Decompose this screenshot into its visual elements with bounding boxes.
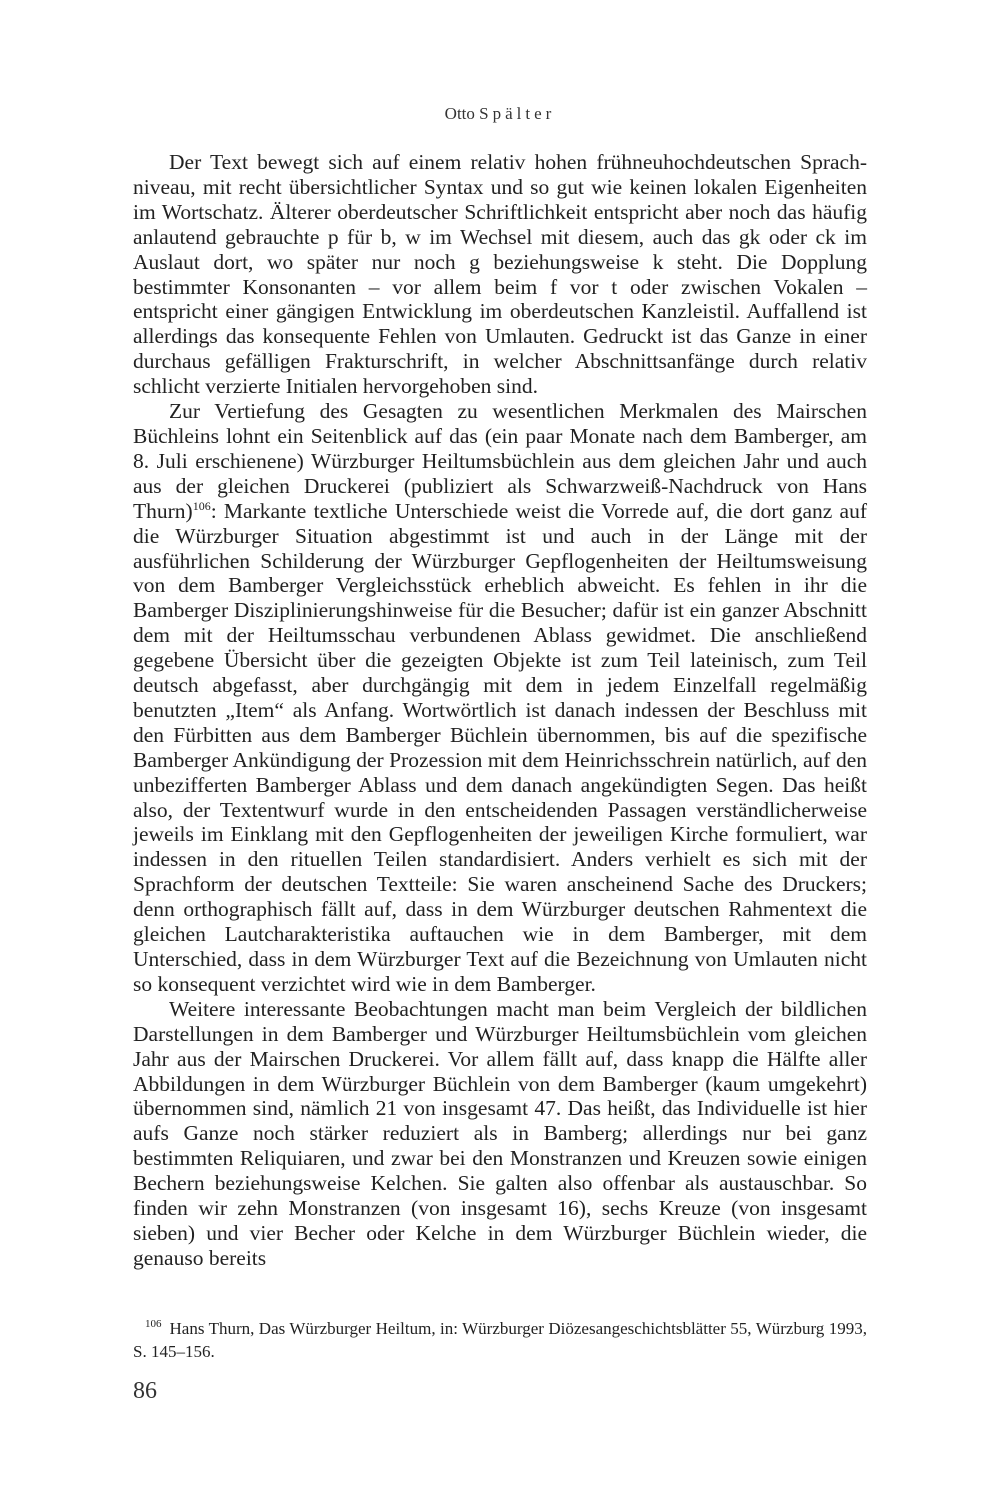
footnote: [133, 1317, 867, 1363]
running-header: [0, 104, 1000, 124]
footnote-text: Hans Thurn, Das Würzburger Heiltum, in: Würzburger Diözesangeschichtsblätter 55, Würzburg 1993, S. 145–156.: [133, 1319, 867, 1361]
paragraph-2-part-1: Zur Vertiefung des Gesagten zu wesentlichen Merkmalen des Mairschen Büchleins lohnt ein Seitenblick auf das (ein paar Monate nach dem Bamberger, am 8. Juli erschienene) Würzburger Heiltumsbüchlein aus dem gleichen Jahr und auch aus der gleichen Druckerei (publiziert als Schwarzweiß-Nachdruck von Hans Thurn): [133, 399, 867, 523]
paragraph-2: [133, 399, 867, 997]
footnote-number: 106: [145, 1318, 162, 1331]
paragraph-3: Weitere interessante Beobachtungen macht man beim Vergleich der bildlichen Darstellungen in dem Bamberger und Würzburger Heiltumsbüchlein vom gleichen Jahr aus der Mairschen Druckerei. Vor allem fällt auf, dass knapp die Hälfte aller Abbildungen in dem Würzburger Büchlein von dem Bamberger (kaum umgekehrt) übernommen sind, nämlich 21 von insgesamt 47. Das heißt, das Individuelle ist hier aufs Ganze noch stärker reduziert als in Bamberg; allerdings nur bei ganz bestimmten Reliquiaren, und zwar bei den Monstranzen und Kreuzen sowie einigen Bechern beziehungsweise Kelchen. Sie galten also offenbar als austauschbar. So finden wir zehn Monstranzen (von insgesamt 16), sechs Kreuze (von insgesamt sieben) und vier Becher oder Kelche in dem Würzburger Büchlein wieder, die genauso bereits: [133, 996, 867, 1270]
page-number: 86: [133, 1378, 157, 1404]
footnote-reference: 106: [192, 498, 211, 513]
body-text: [133, 150, 867, 1271]
header-author-last: Spälter: [479, 104, 556, 123]
header-author-first: Otto: [444, 104, 475, 123]
paragraph-2-part-2: : Markante textliche Unterschiede weist die Vorrede auf, die dort ganz auf die Würzburger Situation abgestimmt ist und auch in der Länge mit der ausführlichen Schilderung der Würzburger Gepflogenheiten der Heiltumsweisung von dem Bamberger Vergleichsstück erheblich abweicht. Es fehlen in ihr die Bamberger Disziplinierungshinweise für die Besucher; dafür ist ein ganzer Abschnitt dem mit der Heiltumsschau verbundenen Ablass gewidmet. Die anschließend gegebene Übersicht über die gezeigten Objekte ist zum Teil lateinisch, zum Teil deutsch abgefasst, aber durchgängig mit dem in jedem Einzelfall regelmäßig benutzten „Item“ als Anfang. Wortwörtlich ist danach indessen der Beschluss mit den Fürbitten aus dem Bamberger Büchlein übernommen, bis auf die spezifische Bamberger Ankündigung der Prozession mit dem Heinrichsschrein natürlich, auf den unbezifferten Bamberger Ablass und dem danach angekündigten Segen. Das heißt also, der Textentwurf wurde in den entscheidenden Passagen verständlicherweise jeweils im Einklang mit den Gepflogenheiten der jeweiligen Kirche formuliert, war indessen in den rituellen Teilen standardisiert. Anders verhielt es sich mit der Sprachform der deutschen Textteile: Sie waren anscheinend Sache des Druckers; denn orthographisch fällt auf, dass in dem Würzburger deutschen Rahmentext die gleichen Lautcharakteristika auftauchen wie in dem Bamberger, mit dem Unterschied, dass in dem Würzburger Text auf die Bezeichnung von Umlauten nicht so konsequent verzichtet wird wie in dem Bamberger.: [133, 498, 867, 996]
paragraph-1: Der Text bewegt sich auf einem relativ hohen frühneuhochdeutschen Sprachniveau, mit recht übersichtlicher Syntax und so gut wie keinen lokalen Eigenheiten im Wortschatz. Älterer oberdeutscher Schriftlichkeit entspricht aber noch das häufig anlautend gebrauchte p für b, w im Wechsel mit diesem, auch das gk oder ck im Auslaut dort, wo später nur noch g beziehungsweise k steht. Die Dopplung bestimmter Konsonanten – vor allem beim f vor t oder zwischen Vokalen – entspricht einer gängigen Entwicklung im oberdeutschen Kanzleistil. Auffallend ist allerdings das konsequente Fehlen von Umlauten. Gedruckt ist das Ganze in einer durchaus gefälligen Frakturschrift, in welcher Abschnittsanfänge durch relativ schlicht verzierte Initialen hervorgehoben sind.: [133, 150, 867, 399]
